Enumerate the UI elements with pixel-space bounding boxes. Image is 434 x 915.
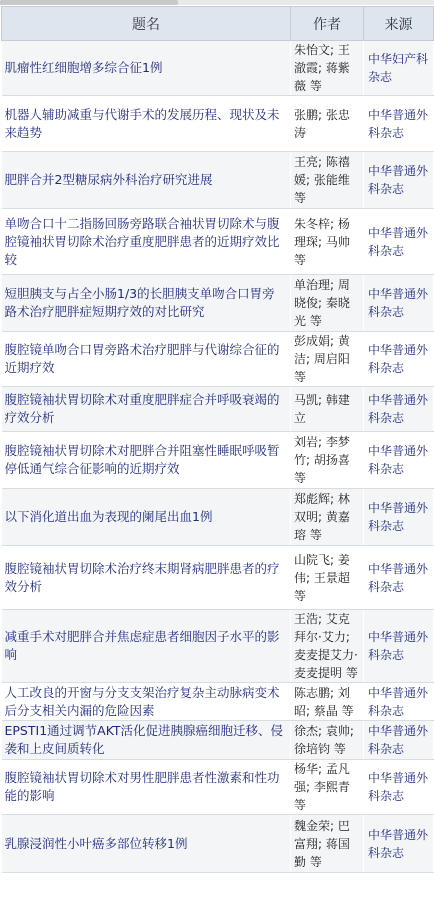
article-source-link[interactable]: 中华普通外科杂志 bbox=[364, 815, 434, 873]
article-title-link[interactable]: 机器人辅助减重与代谢手术的发展历程、现状及未来趋势 bbox=[2, 96, 291, 152]
article-source-link[interactable]: 中华普通外科杂志 bbox=[364, 432, 434, 489]
article-source-link[interactable]: 中华普通外科杂志 bbox=[364, 489, 434, 546]
article-authors: 刘岩; 李梦竹; 胡扬喜 等 bbox=[291, 432, 364, 489]
article-source-link[interactable]: 中华普通外科杂志 bbox=[364, 721, 434, 760]
table-row[interactable] bbox=[2, 41, 434, 96]
article-title-link[interactable]: 短胆胰支与占全小肠1/3的长胆胰支单吻合口胃旁路术治疗肥胖症短期疗效的对比研究 bbox=[2, 275, 291, 332]
table-row[interactable] bbox=[2, 387, 434, 432]
article-source-link[interactable]: 中华普通外科杂志 bbox=[364, 96, 434, 152]
scrollbar-thumb[interactable] bbox=[0, 0, 178, 5]
article-authors: 彭成娟; 黄洁; 周启阳 等 bbox=[291, 332, 364, 387]
article-source-link[interactable]: 中华普通外科杂志 bbox=[364, 683, 434, 721]
horizontal-scrollbar[interactable] bbox=[0, 0, 434, 5]
article-title-link[interactable]: 人工改良的开窗与分支支架治疗复杂主动脉病变术后分支相关内漏的危险因素 bbox=[2, 683, 291, 721]
table-row[interactable] bbox=[2, 432, 434, 489]
article-authors: 王浩; 艾克拜尔·艾力; 麦麦提艾力·麦麦提明 等 bbox=[291, 610, 364, 683]
article-authors: 陈志鹏; 刘昭; 蔡晶 等 bbox=[291, 683, 364, 721]
article-title-link[interactable]: 腹腔镜袖状胃切除术治疗终末期肾病肥胖患者的疗效分析 bbox=[2, 546, 291, 610]
article-authors: 郑彪辉; 林双明; 黄嘉瑢 等 bbox=[291, 489, 364, 546]
article-authors: 徐杰; 袁帅; 徐培钧 等 bbox=[291, 721, 364, 760]
table-row[interactable] bbox=[2, 275, 434, 332]
table-row[interactable] bbox=[2, 489, 434, 546]
article-title-link[interactable]: 乳腺浸润性小叶癌多部位转移1例 bbox=[2, 815, 291, 873]
article-title-link[interactable]: 单吻合口十二指肠回肠旁路联合袖状胃切除术与腹腔镜袖状胃切除术治疗重度肥胖患者的近期疗效比较 bbox=[2, 209, 291, 275]
article-source-link[interactable]: 中华普通外科杂志 bbox=[364, 546, 434, 610]
article-source-link[interactable]: 中华普通外科杂志 bbox=[364, 209, 434, 275]
article-authors: 单治理; 周晓俊; 秦晓光 等 bbox=[291, 275, 364, 332]
article-authors: 魏金荣; 巴富翔; 蒋国勤 等 bbox=[291, 815, 364, 873]
column-header-title[interactable]: 题名 bbox=[2, 7, 291, 41]
article-title-link[interactable]: 腹腔镜袖状胃切除术对肥胖合并阻塞性睡眠呼吸暂停低通气综合征影响的近期疗效 bbox=[2, 432, 291, 489]
article-title-link[interactable]: EPSTI1通过调节AKT活化促进胰腺癌细胞迁移、侵袭和上皮间质转化 bbox=[2, 721, 291, 760]
table-row[interactable] bbox=[2, 332, 434, 387]
article-title-link[interactable]: 腹腔镜袖状胃切除术对男性肥胖患者性激素和性功能的影响 bbox=[2, 760, 291, 815]
table-row[interactable] bbox=[2, 209, 434, 275]
table-row[interactable] bbox=[2, 610, 434, 683]
article-authors: 张鹏; 张忠涛 bbox=[291, 96, 364, 152]
article-source-link[interactable]: 中华普通外科杂志 bbox=[364, 275, 434, 332]
article-source-link[interactable]: 中华普通外科杂志 bbox=[364, 332, 434, 387]
article-title-link[interactable]: 减重手术对肥胖合并焦虑症患者细胞因子水平的影响 bbox=[2, 610, 291, 683]
article-title-link[interactable]: 腹腔镜袖状胃切除术对重度肥胖症合并呼吸衰竭的疗效分析 bbox=[2, 387, 291, 432]
article-authors: 马凯; 韩建立 bbox=[291, 387, 364, 432]
article-source-link[interactable]: 中华妇产科杂志 bbox=[364, 41, 434, 96]
table-row[interactable] bbox=[2, 760, 434, 815]
table-row[interactable] bbox=[2, 815, 434, 873]
table-row[interactable] bbox=[2, 546, 434, 610]
article-source-link[interactable]: 中华普通外科杂志 bbox=[364, 610, 434, 683]
column-header-author[interactable]: 作者 bbox=[291, 7, 364, 41]
article-authors: 王亮; 陈禧媛; 张能维 等 bbox=[291, 152, 364, 209]
article-title-link[interactable]: 腹腔镜单吻合口胃旁路术治疗肥胖与代谢综合征的近期疗效 bbox=[2, 332, 291, 387]
article-title-link[interactable]: 以下消化道出血为表现的阑尾出血1例 bbox=[2, 489, 291, 546]
article-authors: 山院飞; 姜伟; 王景超 等 bbox=[291, 546, 364, 610]
table-row[interactable] bbox=[2, 683, 434, 721]
table-row[interactable] bbox=[2, 96, 434, 152]
article-title-link[interactable]: 肥胖合并2型糖尿病外科治疗研究进展 bbox=[2, 152, 291, 209]
article-authors: 朱冬梓; 杨理琛; 马帅 等 bbox=[291, 209, 364, 275]
article-source-link[interactable]: 中华普通外科杂志 bbox=[364, 387, 434, 432]
article-title-link[interactable]: 肌瘤性红细胞增多综合征1例 bbox=[2, 41, 291, 96]
table-row[interactable] bbox=[2, 152, 434, 209]
article-authors: 朱怡文; 王澈霞; 蒋紫薇 等 bbox=[291, 41, 364, 96]
column-header-source[interactable]: 来源 bbox=[364, 7, 434, 41]
article-source-link[interactable]: 中华普通外科杂志 bbox=[364, 760, 434, 815]
results-table bbox=[1, 6, 434, 873]
article-source-link[interactable]: 中华普通外科杂志 bbox=[364, 152, 434, 209]
table-header-row bbox=[2, 7, 434, 41]
article-authors: 杨华; 孟凡强; 李熙青 等 bbox=[291, 760, 364, 815]
table-row[interactable] bbox=[2, 721, 434, 760]
